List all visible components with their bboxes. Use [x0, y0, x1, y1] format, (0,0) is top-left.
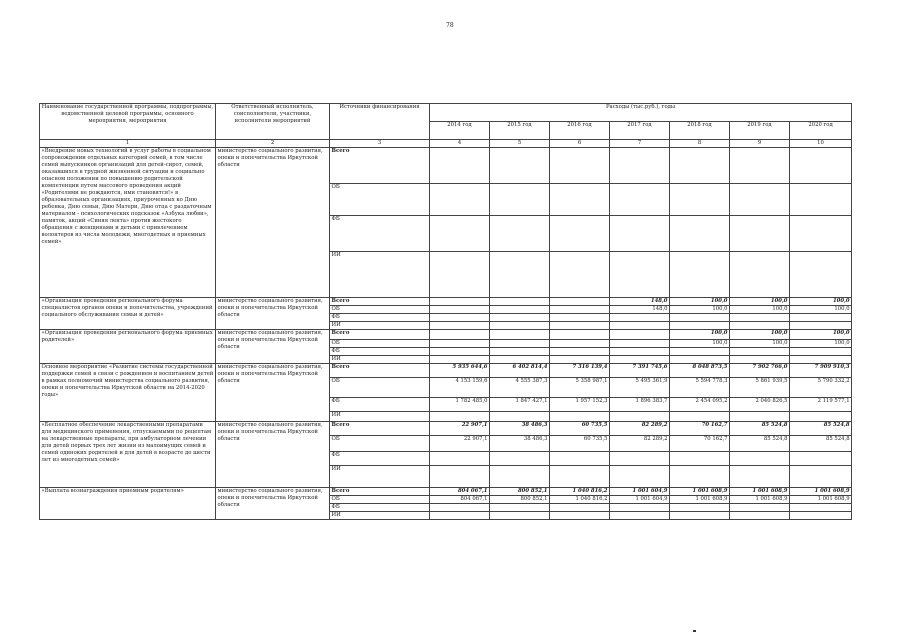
funding-source: ОБ	[330, 436, 430, 452]
funding-source: ФБ	[330, 504, 430, 512]
expense-value	[550, 504, 610, 512]
expense-value	[610, 356, 670, 364]
header-year: 2019 год	[730, 122, 790, 140]
expense-value	[430, 216, 490, 252]
expense-value	[550, 330, 610, 340]
funding-source: ОБ	[330, 306, 430, 314]
expense-value: 7 391 745,6	[610, 364, 670, 378]
expense-value: 1 001 608,9	[790, 496, 852, 504]
column-number: 3	[330, 140, 430, 148]
expense-value	[490, 252, 550, 298]
expense-value	[670, 466, 730, 488]
expense-value: 1 001 608,9	[730, 488, 790, 496]
expense-value	[730, 322, 790, 330]
funding-source: ОБ	[330, 340, 430, 348]
expense-value	[610, 412, 670, 422]
expense-value	[610, 466, 670, 488]
column-number: 7	[610, 140, 670, 148]
expense-value: 85 524,8	[730, 422, 790, 436]
table-row	[40, 298, 852, 306]
funding-source: ОБ	[330, 496, 430, 504]
expense-value: 100,0	[790, 298, 852, 306]
expense-value: 100,0	[730, 340, 790, 348]
expense-value: 1 001 608,9	[670, 496, 730, 504]
header-year: 2017 год	[610, 122, 670, 140]
expense-value: 5 495 361,9	[610, 378, 670, 398]
expense-value: 800 852,1	[490, 488, 550, 496]
expense-value	[610, 314, 670, 322]
table-row	[40, 148, 852, 184]
funding-source: Всего	[330, 298, 430, 306]
expense-value	[490, 348, 550, 356]
expense-value	[550, 216, 610, 252]
expense-value: 2 040 826,5	[730, 398, 790, 412]
expense-value	[670, 322, 730, 330]
expense-value: 1 001 604,9	[610, 496, 670, 504]
expense-value: 5 594 778,3	[670, 378, 730, 398]
expense-value	[550, 322, 610, 330]
funding-source: ФБ	[330, 314, 430, 322]
expense-value	[730, 348, 790, 356]
expense-value	[790, 184, 852, 216]
expense-value	[670, 356, 730, 364]
header-responsible: Ответственный исполнитель, соисполнители, участники, исполнители мероприятий	[216, 104, 330, 140]
expense-value	[610, 452, 670, 466]
expense-value	[730, 252, 790, 298]
table-row	[40, 422, 852, 436]
expense-value: 85 524,8	[790, 436, 852, 452]
expense-value: 100,0	[730, 330, 790, 340]
expense-value: 100,0	[790, 306, 852, 314]
expense-value	[550, 466, 610, 488]
expense-value	[610, 340, 670, 348]
expense-value	[610, 148, 670, 184]
expense-value	[610, 184, 670, 216]
expense-value	[430, 412, 490, 422]
expense-value	[490, 330, 550, 340]
header-year: 2014 год	[430, 122, 490, 140]
expense-value	[610, 216, 670, 252]
responsible-executor: министерство социального развития, опеки и попечительства Иркутской области	[216, 364, 330, 422]
expense-value	[490, 322, 550, 330]
expense-value: 100,0	[670, 330, 730, 340]
expense-value	[430, 298, 490, 306]
expense-value: 70 162,7	[670, 436, 730, 452]
column-number: 4	[430, 140, 490, 148]
expense-value	[670, 452, 730, 466]
expense-value	[550, 298, 610, 306]
responsible-executor: министерство социального развития, опеки и попечительства Иркутской области	[216, 488, 330, 520]
expense-value: 82 289,2	[610, 422, 670, 436]
expense-value: 4 153 159,6	[430, 378, 490, 398]
header-year: 2018 год	[670, 122, 730, 140]
expense-value: 8 048 873,5	[670, 364, 730, 378]
funding-source: ФБ	[330, 398, 430, 412]
expense-value: 100,0	[670, 298, 730, 306]
expense-value: 1 040 816,2	[550, 496, 610, 504]
column-number: 5	[490, 140, 550, 148]
expense-value	[730, 148, 790, 184]
measure-name: «Внедрение новых технологий в услуг работы в социальном сопровождении отдельных категорий семей, в том числе семей выпускников организаций для детей-сирот, семей, оказавшихся в трудной жизненной ситуации и социально опасном положении по повышению родительской компетенции путем массового проведения акций «Родителями не рождаются, ими становятся!» в образовательных организациях, приуроченных ко Дню ребенка, Дню семьи, Дню Матери, Дню отца с раздаточным материалом - психологических подсказок «Азбука любви», памяток, акций «Синяя лента» против жестокого обращения с женщинами и детьми с привлечением волонтеров из числа молодежи, многодетных и приемных семей»	[40, 148, 216, 298]
expense-value	[670, 512, 730, 520]
expense-value	[550, 184, 610, 216]
expense-value: 5 935 644,6	[430, 364, 490, 378]
expense-value	[490, 340, 550, 348]
expense-value	[790, 216, 852, 252]
header-year: 2015 год	[490, 122, 550, 140]
expense-value	[790, 412, 852, 422]
expense-value	[730, 512, 790, 520]
expense-value	[550, 148, 610, 184]
expense-value: 1 001 604,9	[610, 488, 670, 496]
expense-value	[490, 512, 550, 520]
expense-value: 148,0	[610, 306, 670, 314]
expense-value: 1 896 383,7	[610, 398, 670, 412]
expense-value: 5 861 939,5	[730, 378, 790, 398]
responsible-executor: министерство социального развития, опеки и попечительства Иркутской области	[216, 298, 330, 330]
expense-value: 85 524,8	[730, 436, 790, 452]
expense-value: 804 067,1	[430, 496, 490, 504]
expense-value: 100,0	[790, 340, 852, 348]
expense-value	[490, 466, 550, 488]
expense-value	[670, 184, 730, 216]
funding-source: ИИ	[330, 356, 430, 364]
expense-value	[430, 452, 490, 466]
funding-source: Всего	[330, 422, 430, 436]
expense-value	[430, 330, 490, 340]
expense-value: 70 162,7	[670, 422, 730, 436]
expense-value	[490, 452, 550, 466]
expense-value: 1 001 608,9	[790, 488, 852, 496]
expense-value: 7 902 766,0	[730, 364, 790, 378]
expense-value	[430, 512, 490, 520]
expense-value	[670, 348, 730, 356]
expense-value: 100,0	[730, 298, 790, 306]
header-source: Источники финансирования	[330, 104, 430, 140]
expense-value	[430, 466, 490, 488]
table-row	[40, 364, 852, 378]
expense-value	[790, 348, 852, 356]
expense-value	[790, 466, 852, 488]
column-number: 9	[730, 140, 790, 148]
expense-value	[610, 330, 670, 340]
expense-value: 1 001 608,9	[670, 488, 730, 496]
expense-value: 7 316 139,4	[550, 364, 610, 378]
expense-value	[730, 184, 790, 216]
expense-value: 2 119 577,1	[790, 398, 852, 412]
column-number: 2	[216, 140, 330, 148]
expense-value	[490, 216, 550, 252]
column-number: 10	[790, 140, 852, 148]
header-expenses: Расходы (тыс.руб.), годы	[430, 104, 852, 122]
funding-source: ОБ	[330, 184, 430, 216]
table-row	[40, 488, 852, 496]
expense-value: 60 735,5	[550, 422, 610, 436]
expense-value	[430, 148, 490, 184]
expense-value	[430, 356, 490, 364]
table-row	[40, 330, 852, 340]
expense-value: 1 040 816,2	[550, 488, 610, 496]
funding-source: ИИ	[330, 252, 430, 298]
expense-value	[430, 322, 490, 330]
expense-value	[550, 314, 610, 322]
expense-value	[550, 452, 610, 466]
page-number: 78	[446, 22, 454, 29]
expense-value	[490, 148, 550, 184]
measure-name: «Бесплатное обеспечение лекарственными препаратами для медицинского применения, отпускаемыми по рецептам на лекарственные препараты, при амбулаторном лечении для детей первых трех лет жизни из малоимущих семей и семей одиноких родителей и для детей в возрасте до шести лет из многодетных семей»	[40, 422, 216, 488]
expense-value: 1 001 608,9	[730, 496, 790, 504]
expense-value: 100,0	[790, 330, 852, 340]
expense-value: 85 524,8	[790, 422, 852, 436]
expense-value	[430, 252, 490, 298]
funding-source: Всего	[330, 364, 430, 378]
expense-value	[730, 466, 790, 488]
expense-value: 6 402 814,4	[490, 364, 550, 378]
expense-value	[490, 306, 550, 314]
expense-value	[730, 216, 790, 252]
expense-value	[430, 340, 490, 348]
expense-value	[790, 452, 852, 466]
expense-value: 1 782 485,0	[430, 398, 490, 412]
expense-value	[550, 252, 610, 298]
expense-value: 7 909 910,3	[790, 364, 852, 378]
expense-value	[730, 504, 790, 512]
funding-source: ИИ	[330, 512, 430, 520]
expense-value	[550, 512, 610, 520]
expense-value	[490, 314, 550, 322]
expense-value	[790, 504, 852, 512]
measure-name: «Организация проведения регионального форума специалистов органов опеки и попечительства, учреждений социального обслуживания семьи и детей»	[40, 298, 216, 330]
expense-value	[490, 356, 550, 364]
expense-value: 800 852,1	[490, 496, 550, 504]
expense-value: 4 555 387,3	[490, 378, 550, 398]
measure-name: «Организация проведения регионального форума приемных родителей»	[40, 330, 216, 364]
expense-value	[430, 504, 490, 512]
funding-source: Всего	[330, 330, 430, 340]
expense-value	[670, 504, 730, 512]
expense-value	[670, 216, 730, 252]
expense-value: 82 289,2	[610, 436, 670, 452]
budget-table	[39, 103, 852, 520]
funding-source: ФБ	[330, 348, 430, 356]
expense-value: 60 735,5	[550, 436, 610, 452]
expense-value	[790, 314, 852, 322]
expense-value: 1 847 427,1	[490, 398, 550, 412]
expense-value: 804 067,1	[430, 488, 490, 496]
header-year: 2016 год	[550, 122, 610, 140]
header-year: 2020 год	[790, 122, 852, 140]
expense-value: 148,0	[610, 298, 670, 306]
funding-source: Всего	[330, 488, 430, 496]
expense-value: 2 454 095,2	[670, 398, 730, 412]
expense-value: 22 907,1	[430, 436, 490, 452]
expense-value	[670, 314, 730, 322]
expense-value: 22 907,1	[430, 422, 490, 436]
funding-source: ИИ	[330, 412, 430, 422]
column-number: 1	[40, 140, 216, 148]
expense-value	[550, 412, 610, 422]
expense-value	[610, 512, 670, 520]
scan-speck	[693, 630, 696, 632]
funding-source: ФБ	[330, 452, 430, 466]
responsible-executor: министерство социального развития, опеки и попечительства Иркутской области	[216, 422, 330, 488]
expense-value	[730, 412, 790, 422]
measure-name: Основное мероприятие «Развитие системы государственной поддержки семей в связи с рождением и воспитанием детей в рамках полномочий министерства социального развития, опеки и попечительства Иркутской области на 2014-2020 годы»	[40, 364, 216, 422]
expense-value	[610, 348, 670, 356]
funding-source: ИИ	[330, 322, 430, 330]
expense-value: 38 486,3	[490, 422, 550, 436]
responsible-executor: министерство социального развития, опеки и попечительства Иркутской области	[216, 330, 330, 364]
expense-value: 38 486,3	[490, 436, 550, 452]
column-number: 8	[670, 140, 730, 148]
responsible-executor: министерство социального развития, опеки и попечительства Иркутской области	[216, 148, 330, 298]
expense-value	[610, 504, 670, 512]
expense-value	[730, 452, 790, 466]
expense-value	[430, 306, 490, 314]
expense-value	[610, 322, 670, 330]
expense-value	[490, 184, 550, 216]
expense-value: 5 358 987,1	[550, 378, 610, 398]
expense-value	[550, 356, 610, 364]
measure-name: «Выплата вознаграждения приемным родителям»	[40, 488, 216, 520]
expense-value: 5 790 332,2	[790, 378, 852, 398]
expense-value	[430, 348, 490, 356]
expense-value	[730, 356, 790, 364]
expense-value	[550, 340, 610, 348]
expense-value	[430, 314, 490, 322]
expense-value	[550, 306, 610, 314]
expense-value: 100,0	[730, 306, 790, 314]
expense-value: 100,0	[670, 306, 730, 314]
expense-value	[610, 252, 670, 298]
funding-source: ОБ	[330, 378, 430, 398]
expense-value	[490, 504, 550, 512]
expense-value	[670, 148, 730, 184]
expense-value	[790, 322, 852, 330]
funding-source: Всего	[330, 148, 430, 184]
column-number: 6	[550, 140, 610, 148]
expense-value	[730, 314, 790, 322]
funding-source: ФБ	[330, 216, 430, 252]
expense-value	[790, 148, 852, 184]
expense-value	[670, 412, 730, 422]
expense-value	[430, 184, 490, 216]
expense-value	[790, 356, 852, 364]
funding-source: ИИ	[330, 466, 430, 488]
expense-value: 1 957 152,3	[550, 398, 610, 412]
expense-value	[670, 252, 730, 298]
expense-value	[490, 298, 550, 306]
header-name: Наименование государственной программы, подпрограммы, ведомственной целевой программы, основного мероприятия, мероприятия	[40, 104, 216, 140]
expense-value	[790, 252, 852, 298]
expense-value	[490, 412, 550, 422]
expense-value	[550, 348, 610, 356]
expense-value	[790, 512, 852, 520]
expense-value: 100,0	[670, 340, 730, 348]
